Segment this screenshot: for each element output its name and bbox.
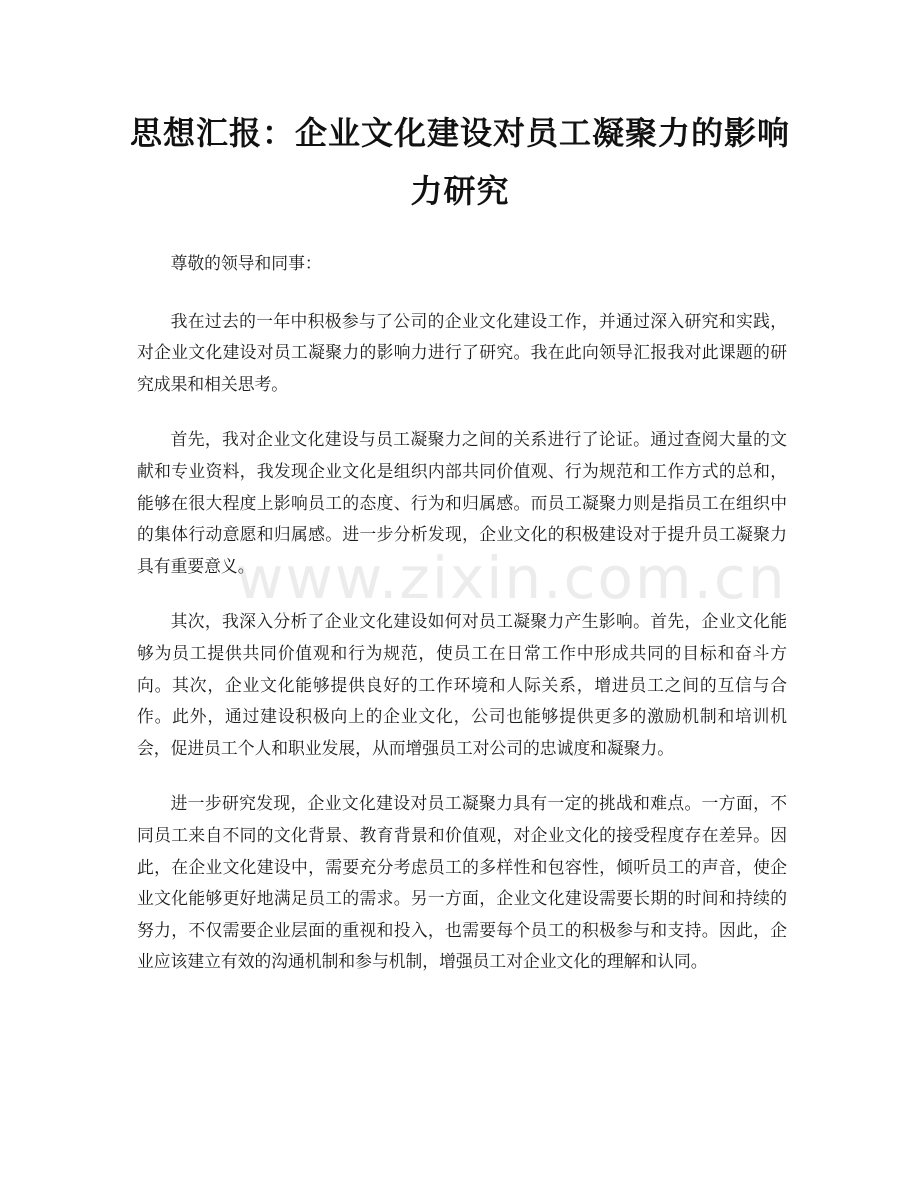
paragraph-1: 我在过去的一年中积极参与了公司的企业文化建设工作，并通过深入研究和实践，对企业文化建设对员工凝聚力的影响力进行了研究。我在此向领导汇报我对此课题的研究成果和相关思考。 xyxy=(137,310,787,394)
document-title: 思想汇报：企业文化建设对员工凝聚力的影响力研究 xyxy=(129,114,790,210)
paragraph-2: 首先，我对企业文化建设与员工凝聚力之间的关系进行了论证。通过查阅大量的文献和专业资料，我发现企业文化是组织内部共同价值观、行为规范和工作方式的总和，能够在很大程度上影响员工的态度、行为和归属感。而员工凝聚力则是指员工在组织中的集体行动意愿和归属感。进一步分析发现，企业文化的积极建设对于提升员工凝聚力具有重要意义。 xyxy=(137,429,787,576)
paragraph-4: 进一步研究发现，企业文化建设对员工凝聚力具有一定的挑战和难点。一方面，不同员工来自不同的文化背景、教育背景和价值观，对企业文化的接受程度存在差异。因此，在企业文化建设中，需要充分考虑员工的多样性和包容性，倾听员工的声音，使企业文化能够更好地满足员工的需求。另一方面，企业文化建设需要长期的时间和持续的努力，不仅需要企业层面的重视和投入，也需要每个员工的积极参与和支持。因此，企业应该建立有效的沟通机制和参与机制，增强员工对企业文化的理解和认同。 xyxy=(137,793,787,972)
watermark: www.zixin.com.cn xyxy=(236,544,787,612)
document-body xyxy=(137,248,787,1002)
paragraph-3: 其次，我深入分析了企业文化建设如何对员工凝聚力产生影响。首先，企业文化能够为员工提供共同价值观和行为规范，使员工在日常工作中形成共同的目标和奋斗方向。其次，企业文化能够提供良好的工作环境和人际关系，增进员工之间的互信与合作。此外，通过建设积极向上的企业文化，公司也能够提供更多的激励机制和培训机会，促进员工个人和职业发展，从而增强员工对公司的忠诚度和凝聚力。 xyxy=(137,611,787,758)
greeting-line: 尊敬的领导和同事： xyxy=(170,253,322,273)
